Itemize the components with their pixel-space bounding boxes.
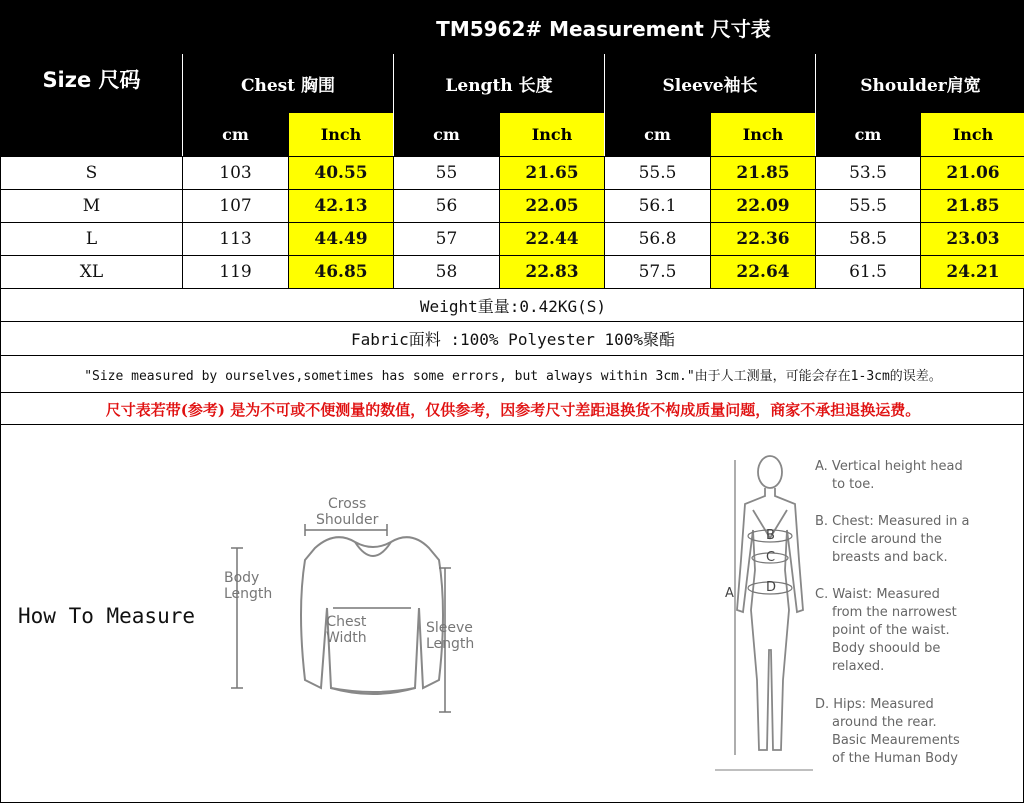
marker-d: D — [766, 580, 777, 595]
sleeve-inch-cell: 21.85 — [710, 157, 815, 189]
fabric-line: Fabric面料 :100% Polyester 100%聚酯 — [1, 321, 1024, 355]
length-group-header: Length 长度 — [393, 54, 604, 113]
length-cm-cell: 56 — [393, 190, 499, 222]
unit-inch-length: Inch — [499, 113, 604, 156]
chest-inch-cell: 42.13 — [288, 190, 393, 222]
sleeve-cm-cell: 56.1 — [604, 190, 710, 222]
legend-b-line3: breasts and back. — [832, 550, 948, 565]
shoulder-inch-cell: 21.85 — [920, 190, 1024, 222]
size-cell: L — [85, 229, 98, 249]
legend-d-line2: around the rear. — [832, 715, 937, 730]
chest-width-label — [326, 614, 367, 646]
shoulder-cm-cell: 53.5 — [815, 157, 920, 189]
sleeve-inch-cell: 22.09 — [710, 190, 815, 222]
how-to-measure-label: How To Measure — [18, 604, 196, 628]
shoulder-inch-cell: 24.21 — [920, 256, 1024, 288]
chart-title: TM5962# Measurement 尺寸表 — [182, 1, 1024, 54]
shoulder-group-header: Shoulder肩宽 — [815, 54, 1024, 113]
sleeve-length-label — [426, 620, 474, 652]
legend-d-line1: D. Hips: Measured — [815, 697, 934, 712]
chest-inch-cell: 40.55 — [288, 157, 393, 189]
unit-cm-chest: cm — [182, 113, 288, 156]
sleeve-cm-cell: 56.8 — [604, 223, 710, 255]
legend-b — [815, 513, 1015, 567]
unit-inch-chest: Inch — [288, 113, 393, 156]
marker-b: B — [766, 528, 775, 543]
legend-c-line5: relaxed. — [832, 659, 885, 674]
length-inch-cell: 22.05 — [499, 190, 604, 222]
sleeve-inch-cell: 22.64 — [710, 256, 815, 288]
body-length-line2: Length — [224, 586, 273, 602]
length-cm-cell: 57 — [393, 223, 499, 255]
unit-cm-length: cm — [393, 113, 499, 156]
length-inch-cell: 21.65 — [499, 157, 604, 189]
length-inch-cell: 22.83 — [499, 256, 604, 288]
shoulder-cm-cell: 58.5 — [815, 223, 920, 255]
legend-d — [815, 696, 1015, 768]
cross-shoulder-label — [316, 496, 378, 528]
disclaimer-text: 尺寸表若带(参考) 是为不可或不便测量的数值，仅供参考，因参考尺寸差距退换货不构成质量问题，商家不承担退换运费。 — [1, 392, 1024, 426]
unit-inch-shoulder: Inch — [920, 113, 1024, 156]
table-row — [1, 156, 1024, 189]
chest-width-line1: Chest — [326, 614, 367, 630]
length-cm-cell: 55 — [393, 157, 499, 189]
chest-inch-cell: 44.49 — [288, 223, 393, 255]
table-row — [1, 255, 1024, 288]
length-cm-cell: 58 — [393, 256, 499, 288]
legend-d-line4: of the Human Body — [832, 751, 958, 766]
legend-c-line1: C. Waist: Measured — [815, 587, 940, 602]
legend-b-line1: B. Chest: Measured in a — [815, 514, 970, 529]
weight-line: Weight重量:0.42KG(S) — [1, 288, 1024, 321]
sleeve-length-line2: Length — [426, 636, 475, 652]
legend-d-line3: Basic Meaurements — [832, 733, 960, 748]
unit-cm-sleeve: cm — [604, 113, 710, 156]
sleeve-cm-cell: 57.5 — [604, 256, 710, 288]
sleeve-cm-cell: 55.5 — [604, 157, 710, 189]
shoulder-inch-cell: 23.03 — [920, 223, 1024, 255]
chest-group-header: Chest 胸围 — [182, 54, 393, 113]
sleeve-group-header: Sleeve袖长 — [604, 54, 815, 113]
chest-width-line2: Width — [326, 630, 367, 646]
chest-inch-cell: 46.85 — [288, 256, 393, 288]
body-length-line1: Body — [224, 570, 260, 586]
legend-a-line1: A. Vertical height head — [815, 459, 963, 474]
legend-c-line2: from the narrowest — [832, 605, 957, 620]
legend-b-line2: circle around the — [832, 532, 942, 547]
chest-cm-cell: 113 — [182, 223, 288, 255]
sleeve-inch-cell: 22.36 — [710, 223, 815, 255]
sleeve-length-line1: Sleeve — [426, 620, 473, 636]
marker-c: C — [766, 550, 776, 565]
unit-cm-shoulder: cm — [815, 113, 920, 156]
table-row — [1, 222, 1024, 255]
body-length-label — [224, 570, 272, 602]
shoulder-inch-cell: 21.06 — [920, 157, 1024, 189]
legend-a-line2: to toe. — [832, 477, 875, 492]
shoulder-cm-cell: 61.5 — [815, 256, 920, 288]
body-figure — [715, 450, 815, 775]
cross-shoulder-line1: Cross — [327, 496, 367, 512]
shoulder-cm-cell: 55.5 — [815, 190, 920, 222]
length-inch-cell: 22.44 — [499, 223, 604, 255]
size-cell: XL — [79, 262, 104, 282]
unit-inch-sleeve: Inch — [710, 113, 815, 156]
measurement-note: "Size measured by ourselves,sometimes has some errors, but always within 3cm."由于人工测量，可能会存在1-3cm的误差。 — [1, 355, 1024, 392]
size-header: Size 尺码 — [1, 1, 182, 156]
legend-c — [815, 586, 1015, 676]
chest-cm-cell: 107 — [182, 190, 288, 222]
legend-a — [815, 458, 1015, 494]
chest-cm-cell: 119 — [182, 256, 288, 288]
cross-shoulder-line2: Shoulder — [316, 512, 379, 528]
legend-c-line3: point of the waist. — [832, 623, 950, 638]
marker-a: A — [725, 586, 734, 601]
size-cell: S — [85, 163, 98, 183]
legend-c-line4: Body shoould be — [832, 641, 941, 656]
size-cell: M — [82, 196, 101, 216]
table-row — [1, 189, 1024, 222]
chest-cm-cell: 103 — [182, 157, 288, 189]
